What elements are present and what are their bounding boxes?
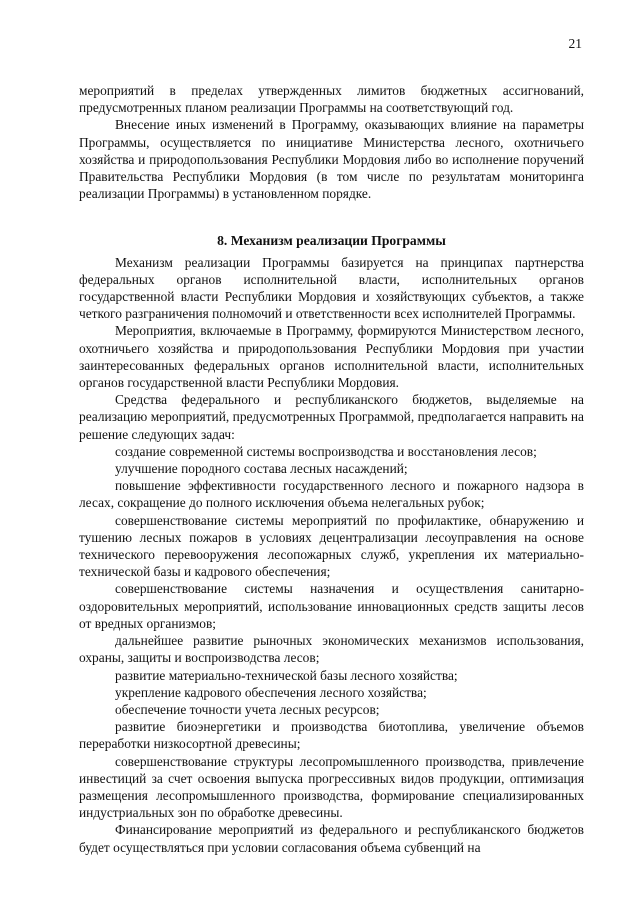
section-heading: 8. Механизм реализации Программы <box>217 233 446 249</box>
list-item: укрепление кадрового обеспечения лесного хозяйства; <box>115 684 427 700</box>
paragraph: мероприятий в пределах утвержденных лимитов бюджетных ассигнований, предусмотренных планом реализации Программы на соответствующий год. <box>79 83 584 116</box>
paragraph: Средства федерального и республиканского бюджетов, выделяемые на реализацию мероприятий, предусмотренных Программой, предполагается направить на решение следующих задач: <box>79 392 584 442</box>
list-item: дальнейшее развитие рыночных экономических механизмов использования, охраны, защиты и воспроизводства лесов; <box>79 633 584 666</box>
paragraph: Механизм реализации Программы базируется на принципах партнерства федеральных органов исполнительной власти, исполнительных органов государственной власти Республики Мордовия и хозяйствующих субъектов, а также четкого разграничения полномочий и ответственности всех исполнителей Программы. <box>79 254 584 322</box>
list-item: улучшение породного состава лесных насаждений; <box>115 461 408 477</box>
list-item: обеспечение точности учета лесных ресурсов; <box>115 701 380 717</box>
document-body <box>79 82 584 856</box>
list-item: развитие биоэнергетики и производства биотоплива, увеличение объемов переработки низкосортной древесины; <box>79 719 584 752</box>
list-item: совершенствование системы назначения и осуществления санитарно-оздоровительных мероприятий, использование инновационных средств защиты лесов от вредных организмов; <box>79 581 584 631</box>
paragraph: Мероприятия, включаемые в Программу, формируются Министерством лесного, охотничьего хозяйства и природопользования Республики Мордовия при участии заинтересованных федеральных органов исполнительной власти, исполнительных органов государственной власти Республики Мордовия. <box>79 323 584 391</box>
list-item: повышение эффективности государственного лесного и пожарного надзора в лесах, сокращение до полного исключения объема нелегальных рубок; <box>79 478 584 511</box>
list-item: совершенствование структуры лесопромышленного производства, привлечение инвестиций за счет освоения выпуска прогрессивных видов продукции, оптимизация размещения лесопромышленного производства, формирование специализированных индустриальных зон по обработке древесины. <box>79 753 584 821</box>
paragraph: Внесение иных изменений в Программу, оказывающих влияние на параметры Программы, осуществляется по инициативе Министерства лесного, охотничьего хозяйства и природопользования Республики Мордовия либо во исполнение поручений Правительства Республики Мордовия (в том числе по результатам мониторинга реализации Программы) в установленном порядке. <box>79 117 584 202</box>
list-item: развитие материально-технической базы лесного хозяйства; <box>115 667 458 683</box>
page-number: 21 <box>568 36 582 51</box>
paragraph: Финансирование мероприятий из федерального и республиканского бюджетов будет осуществляться при условии согласования объема субвенций на <box>79 822 584 855</box>
list-item: создание современной системы воспроизводства и восстановления лесов; <box>115 443 537 459</box>
list-item: совершенствование системы мероприятий по профилактике, обнаружению и тушению лесных пожаров в условиях децентрализации лесоуправления на основе технического перевооружения лесопожарных служб, укрепления их материально-технической базы и кадрового обеспечения; <box>79 512 584 580</box>
